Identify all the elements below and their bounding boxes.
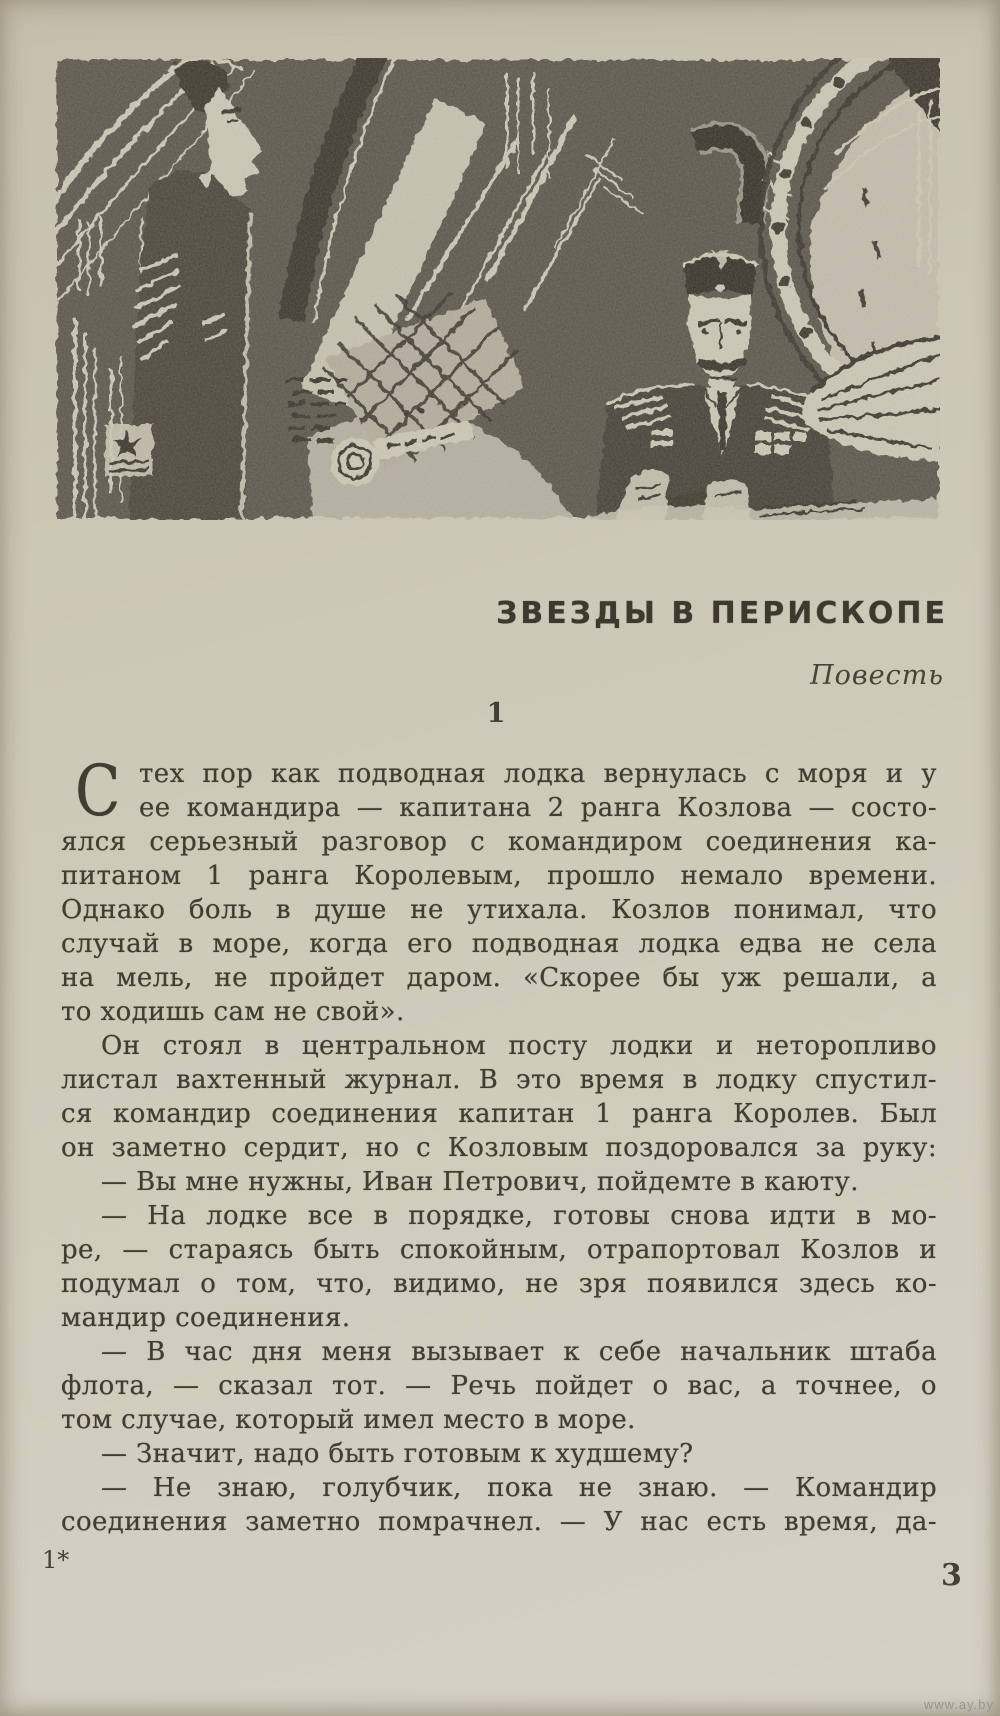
- drop-cap: С: [75, 750, 121, 832]
- text-line: ся командир соединения капитан 1 ранга Королев. Был: [61, 1099, 937, 1129]
- text-line: — Значит, надо быть готовым к худшему?: [101, 1439, 694, 1469]
- illustration-submarine-officers: [55, 58, 940, 520]
- text-line: случай в море, когда его подводная лодка едва не села: [61, 929, 937, 959]
- watermark: www.ay.by: [923, 1697, 994, 1712]
- text-line: ялся серьезный разговор с командиром соединения ка-: [61, 827, 937, 857]
- text-line: соединения заметно помрачнел. — У нас есть время, да-: [61, 1507, 937, 1537]
- text-line: листал вахтенный журнал. В это время в лодку спустил-: [61, 1065, 937, 1095]
- text-line: том случае, который имел место в море.: [61, 1405, 636, 1435]
- text-line: — В час дня меня вызывает к себе начальник штаба: [101, 1337, 937, 1367]
- text-line: ее командира — капитана 2 ранга Козлова — состо-: [139, 793, 937, 823]
- story-subtitle: Повесть: [810, 660, 944, 691]
- story-title: ЗВЕЗДЫ В ПЕРИСКОПЕ: [496, 596, 948, 631]
- text-line: — Не знаю, голубчик, пока не знаю. — Командир: [101, 1473, 937, 1503]
- text-line: он заметно сердит, но с Козловым поздоровался за руку:: [61, 1133, 937, 1163]
- text-line: мандир соединения.: [61, 1303, 351, 1333]
- text-line: на мель, не пройдет даром. «Скорее бы уж решали, а: [61, 963, 937, 993]
- text-line: — Вы мне нужны, Иван Петрович, пойдемте в каюту.: [101, 1167, 859, 1197]
- text-line: тех пор как подводная лодка вернулась с моря и у: [139, 759, 937, 789]
- text-line: питаном 1 ранга Королевым, прошло немало времени.: [61, 861, 937, 891]
- text-line: Однако боль в душе не утихала. Козлов понимал, что: [61, 895, 937, 925]
- text-line: то ходишь сам не свой».: [61, 997, 405, 1027]
- footnote-signature: 1*: [42, 1546, 70, 1574]
- text-line: ре, — стараясь быть спокойным, отрапортовал Козлов и: [61, 1235, 937, 1265]
- text-line: Он стоял в центральном посту лодки и неторопливо: [101, 1031, 937, 1061]
- body-text: [61, 750, 937, 1539]
- text-line: подумал о том, что, видимо, не зря появился здесь ко-: [61, 1269, 937, 1299]
- print-grain-dark: [55, 58, 940, 520]
- text-line: — На лодке все в порядке, готовы снова идти в мо-: [101, 1201, 937, 1231]
- chapter-number: 1: [486, 698, 506, 729]
- text-line: флота, — сказал тот. — Речь пойдет о вас, а точнее, о: [61, 1371, 937, 1401]
- page-number: 3: [941, 1558, 962, 1593]
